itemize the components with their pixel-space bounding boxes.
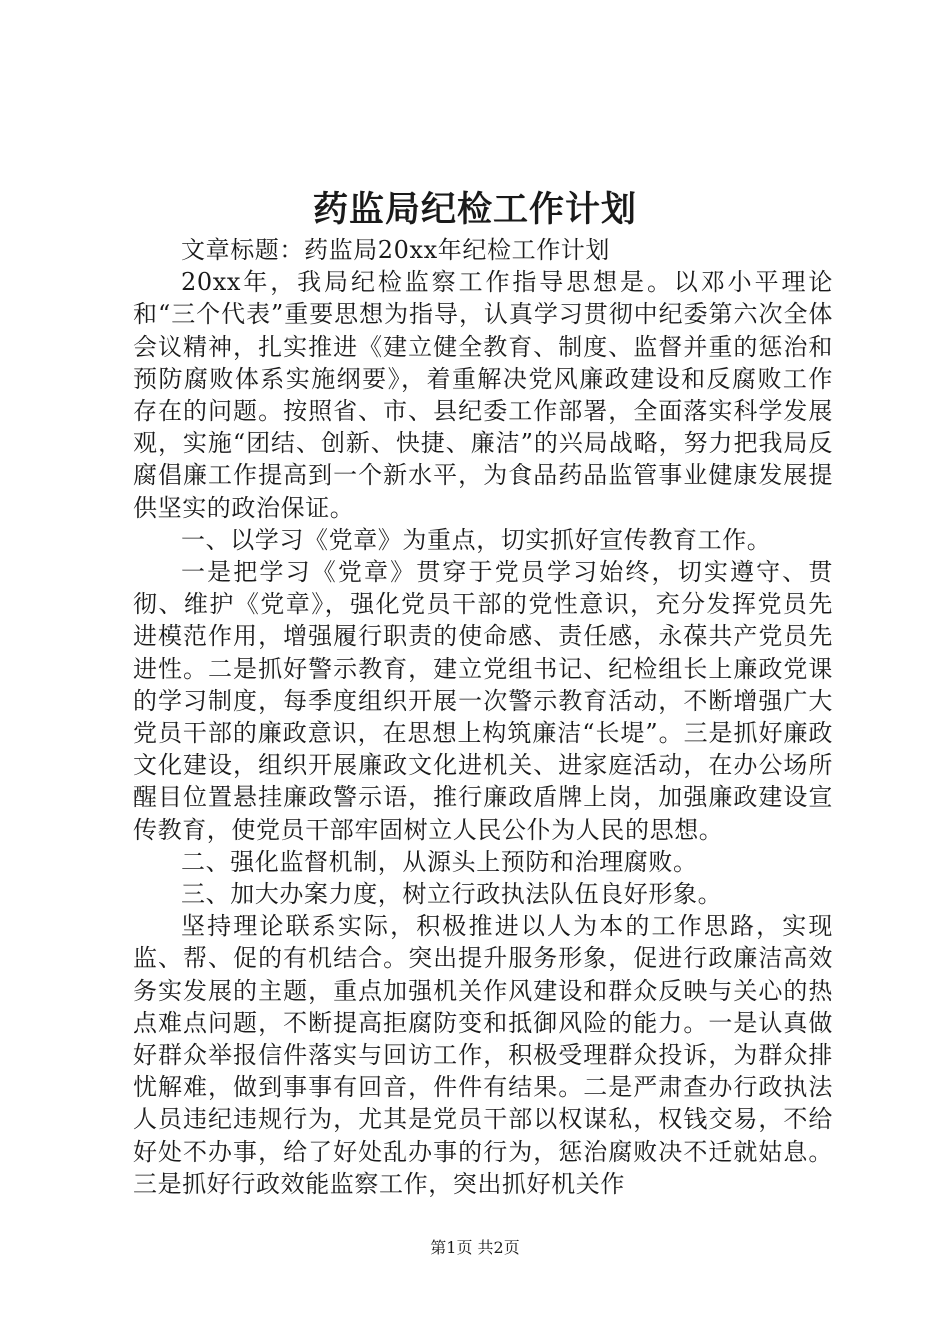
body-paragraph: 一是把学习《党章》贯穿于党员学习始终，切实遵守、贯彻、维护《党章》，强化党员干部的党性意识，充分发挥党员先进模范作用，增强履行职责的使命感、责任感，永葆共产党员先进性。二是抓好警示教育，建立党组书记、纪检组长上廉政党课的学习制度，每季度组织开展一次警示教育活动，不断增强广大党员干部的廉政意识，在思想上构筑廉洁“长堤”。三是抓好廉政文化建设，组织开展廉政文化进机关、进家庭活动，在办公场所醒目位置悬挂廉政警示语，推行廉政盾牌上岗，加强廉政建设宣传教育，使党员干部牢固树立人民公仆为人民的思想。 [133,558,833,844]
page-footer: 第1页 共2页 [430,1238,520,1257]
article-subtitle-paragraph: 文章标题：药监局20xx年纪检工作计划 [181,236,611,264]
body-paragraph: 坚持理论联系实际，积极推进以人为本的工作思路，实现监、帮、促的有机结合。突出提升服务形象，促进行政廉洁高效务实发展的主题，重点加强机关作风建设和群众反映与关心的热点难点问题，不断提高拒腐防变和抵御风险的能力。一是认真做好群众举报信件落实与回访工作，积极受理群众投诉，为群众排忧解难，做到事事有回音，件件有结果。二是严肃查办行政执法人员违纪违规行为，尤其是党员干部以权谋私，权钱交易，不给好处不办事，给了好处乱办事的行为，惩治腐败决不迁就姑息。三是抓好行政效能监察工作，突出抓好机关作 [133,912,833,1198]
section-heading-paragraph: 二、强化监督机制，从源头上预防和治理腐败。 [181,847,698,876]
section-heading-paragraph: 三、加大办案力度，树立行政执法队伍良好形象。 [181,880,723,909]
section-heading-paragraph: 一、以学习《党章》为重点，切实抓好宣传教育工作。 [181,525,772,554]
body-paragraph: 20xx年，我局纪检监察工作指导思想是。以邓小平理论和“三个代表”重要思想为指导，认真学习贯彻中纪委第六次全体会议精神，扎实推进《建立健全教育、制度、监督并重的惩治和预防腐败体系实施纲要》，着重解决党风廉政建设和反腐败工作存在的问题。按照省、市、县纪委工作部署，全面落实科学发展观，实施“团结、创新、快捷、廉洁”的兴局战略，努力把我局反腐倡廉工作提高到一个新水平，为食品药品监管事业健康发展提供坚实的政治保证。 [133,268,833,522]
document-body [133,234,833,1200]
document-title: 药监局纪检工作计划 [312,189,637,230]
